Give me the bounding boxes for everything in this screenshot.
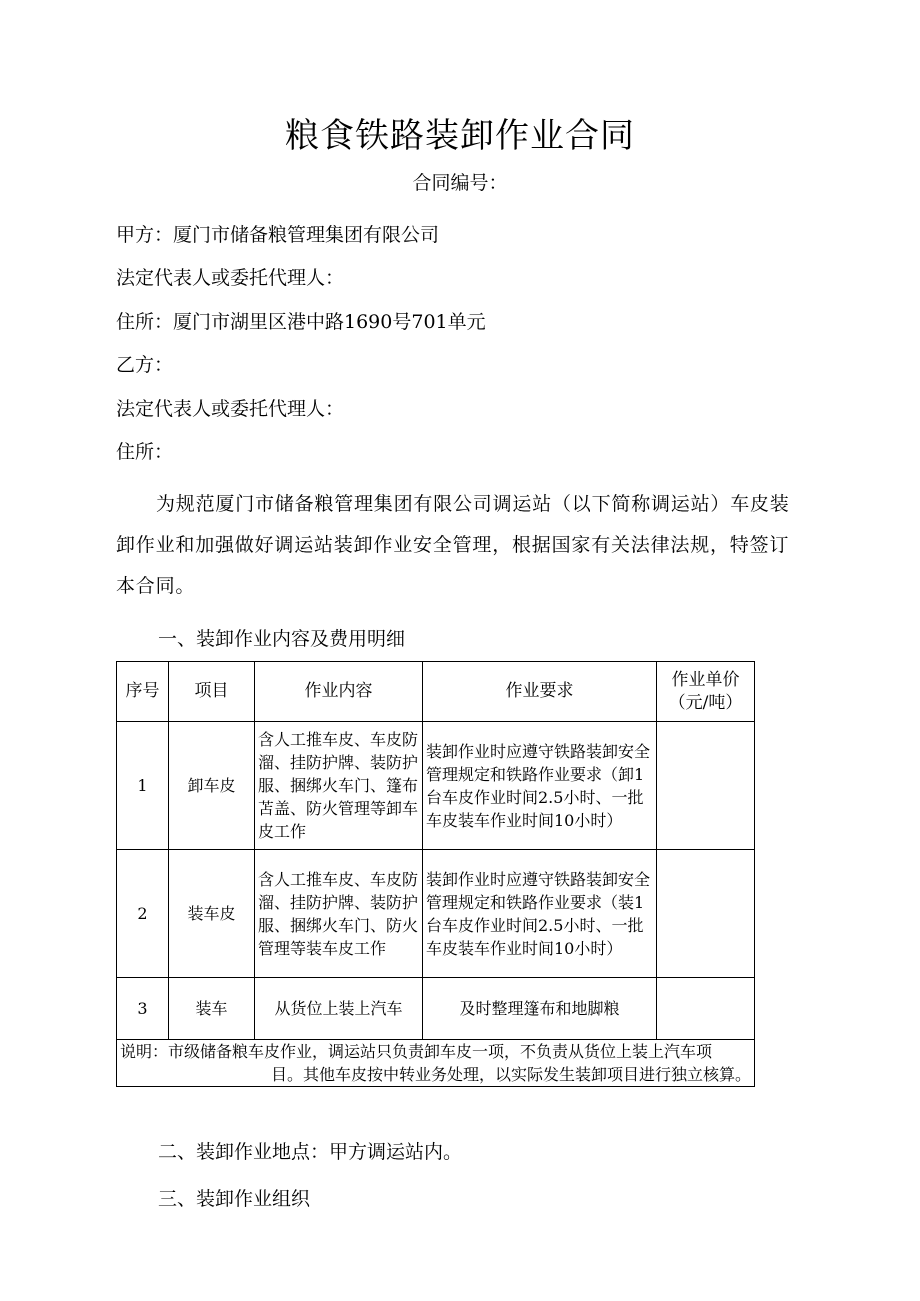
row-item: 装车 [169, 978, 255, 1040]
header-content: 作业内容 [255, 662, 423, 722]
note-line-1: 说明：市级储备粮车皮作业，调运站只负责卸车皮一项，不负责从货位上装上汽车项 [120, 1042, 713, 1061]
header-price: 作业单价（元/吨） [657, 662, 755, 722]
table-row [117, 978, 755, 1040]
row-item: 装车皮 [169, 850, 255, 978]
intro-paragraph: 为规范厦门市储备粮管理集团有限公司调运站（以下简称调运站）车皮装卸作业和加强做好调运站装卸作业安全管理，根据国家有关法律法规，特签订本合同。 [116, 493, 790, 597]
row-no: 1 [117, 722, 169, 850]
party-b-representative: 法定代表人或委托代理人： [116, 398, 345, 420]
row-price [657, 850, 755, 978]
note-line-2: 目。其他车皮按中转业务处理，以实际发生装卸项目进行独立核算。 [270, 1065, 751, 1084]
party-a-address: 住所：厦门市湖里区港中路1690号701单元 [116, 311, 486, 333]
header-requirement: 作业要求 [423, 662, 657, 722]
fee-table [116, 661, 755, 1087]
section-2-heading: 二、装卸作业地点：甲方调运站内。 [158, 1141, 463, 1163]
row-price [657, 722, 755, 850]
party-a-representative: 法定代表人或委托代理人： [116, 267, 345, 289]
row-content: 含人工推车皮、车皮防溜、挂防护牌、装防护服、捆绑火车门、篷布苫盖、防火管理等卸车皮工作 [255, 722, 423, 850]
row-item: 卸车皮 [169, 722, 255, 850]
row-content: 含人工推车皮、车皮防溜、挂防护牌、装防护服、捆绑火车门、防火管理等装车皮工作 [255, 850, 423, 978]
header-no: 序号 [117, 662, 169, 722]
party-b-address: 住所： [116, 441, 174, 463]
section-3-heading: 三、装卸作业组织 [158, 1188, 311, 1210]
row-requirement: 装卸作业时应遵守铁路装卸安全管理规定和铁路作业要求（装1台车皮作业时间2.5小时、一批车皮装车作业时间10小时） [423, 850, 657, 978]
table-row [117, 850, 755, 978]
table-header-row [117, 662, 755, 722]
table-note [117, 1040, 755, 1087]
row-no: 2 [117, 850, 169, 978]
row-content: 从货位上装上汽车 [255, 978, 423, 1040]
table-note-row [117, 1040, 755, 1087]
table-row [117, 722, 755, 850]
section-1-heading: 一、装卸作业内容及费用明细 [158, 628, 406, 650]
contract-title: 粮食铁路装卸作业合同 [285, 116, 635, 156]
row-requirement: 装卸作业时应遵守铁路装卸安全管理规定和铁路作业要求（卸1台车皮作业时间2.5小时、一批车皮装车作业时间10小时） [423, 722, 657, 850]
header-item: 项目 [169, 662, 255, 722]
party-a-name: 甲方：厦门市储备粮管理集团有限公司 [116, 224, 440, 246]
contract-number-label: 合同编号： [412, 172, 508, 194]
row-price [657, 978, 755, 1040]
party-b-name: 乙方： [116, 354, 174, 376]
row-no: 3 [117, 978, 169, 1040]
row-requirement: 及时整理篷布和地脚粮 [423, 978, 657, 1040]
